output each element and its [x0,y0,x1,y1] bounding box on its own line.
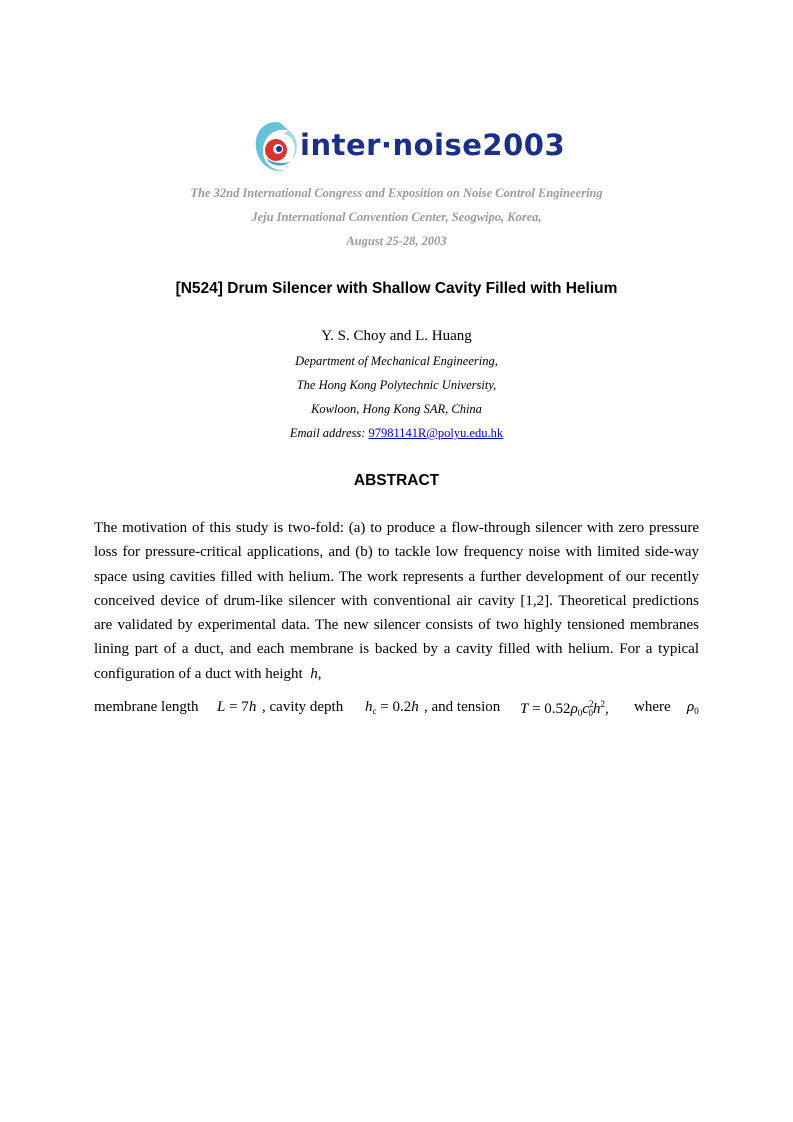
affiliation-university: The Hong Kong Polytechnic University, [296,378,497,392]
abstract-paragraph [94,516,699,686]
eq1-var: h [248,699,257,715]
conference-name: The 32nd International Congress and Exposition on Noise Control Engineering [190,186,603,200]
email-line [0,426,793,441]
text-cavity-depth: , cavity depth [262,699,344,715]
abstract-body [94,516,699,686]
text-where: where [634,699,671,715]
conference-venue: Jeju International Convention Center, Seogwipo, Korea, [251,210,542,224]
eq1-lhs: L [217,699,226,715]
abstract-equation-line [94,699,699,725]
eq2-sub: c [372,706,377,716]
logo-separator: · [380,128,393,162]
eq3-h-sup: 2 [600,699,605,709]
eq-membrane-length [217,699,256,716]
eq2-var: h [365,699,373,715]
eq2-var2: h [411,699,419,715]
eq3-rho-sub: 0 [577,708,583,718]
eq-cavity-depth [365,699,419,716]
eq3-c: c [582,701,589,717]
text-membrane-length: membrane length [94,699,199,715]
text-tension: , and tension [424,699,501,715]
eq-height-var: h [310,665,318,682]
eq3-comma: , [604,701,609,717]
eq3-c-sup: 2 [588,699,594,709]
eq3-c-sub: 0 [588,708,593,718]
logo-year: 2003 [482,128,566,162]
swirl-logo-icon [252,118,302,178]
conference-logo [252,118,566,180]
paper-title: [N524] Drum Silencer with Shallow Cavity Filled with Helium [175,280,618,297]
logo-word-inter: inter [300,128,381,162]
abstract-heading: ABSTRACT [353,472,440,489]
authors: Y. S. Choy and L. Huang [321,328,472,344]
eq4-sub: 0 [694,706,699,716]
abstract-text: The motivation of this study is two-fold: (a) to produce a flow-through silencer with zero pressure loss for pressure-critical applications, and (b) to tackle low frequency noise with limited side-way space using cavities filled with helium. The work represents a further development of our recently conceived device of drum-like silencer with conventional air cavity [1,2]. Theoretical predictions are validated by experimental data. The new silencer consists of two highly tensioned membranes lining part of a duct, and each membrane is backed by a cavity filled with helium. For a typical configuration of a duct with height [94,520,699,682]
logo-wordmark [300,128,565,162]
email-link[interactable]: 97981141R@polyu.edu.hk [368,426,504,440]
eq3-h: h [592,701,601,717]
affiliation-location: Kowloon, Hong Kong SAR, China [311,402,482,416]
eq-height-comma: , [317,665,322,682]
eq1-rhs: = 7 [229,699,249,715]
eq-density [687,699,699,716]
eq3-rhs: = 0.52 [532,701,571,717]
affiliation-department: Department of Mechanical Engineering, [295,354,498,368]
conference-dates: August 25-28, 2003 [346,234,447,248]
logo-word-noise: noise [392,128,483,162]
email-label: Email address: [289,426,366,440]
eq4-rho: ρ [687,699,695,715]
eq3-rho: ρ [570,701,578,717]
eq2-rhs: = 0.2 [380,699,412,715]
eq3-lhs: T [520,701,529,717]
eq-tension [520,699,609,718]
